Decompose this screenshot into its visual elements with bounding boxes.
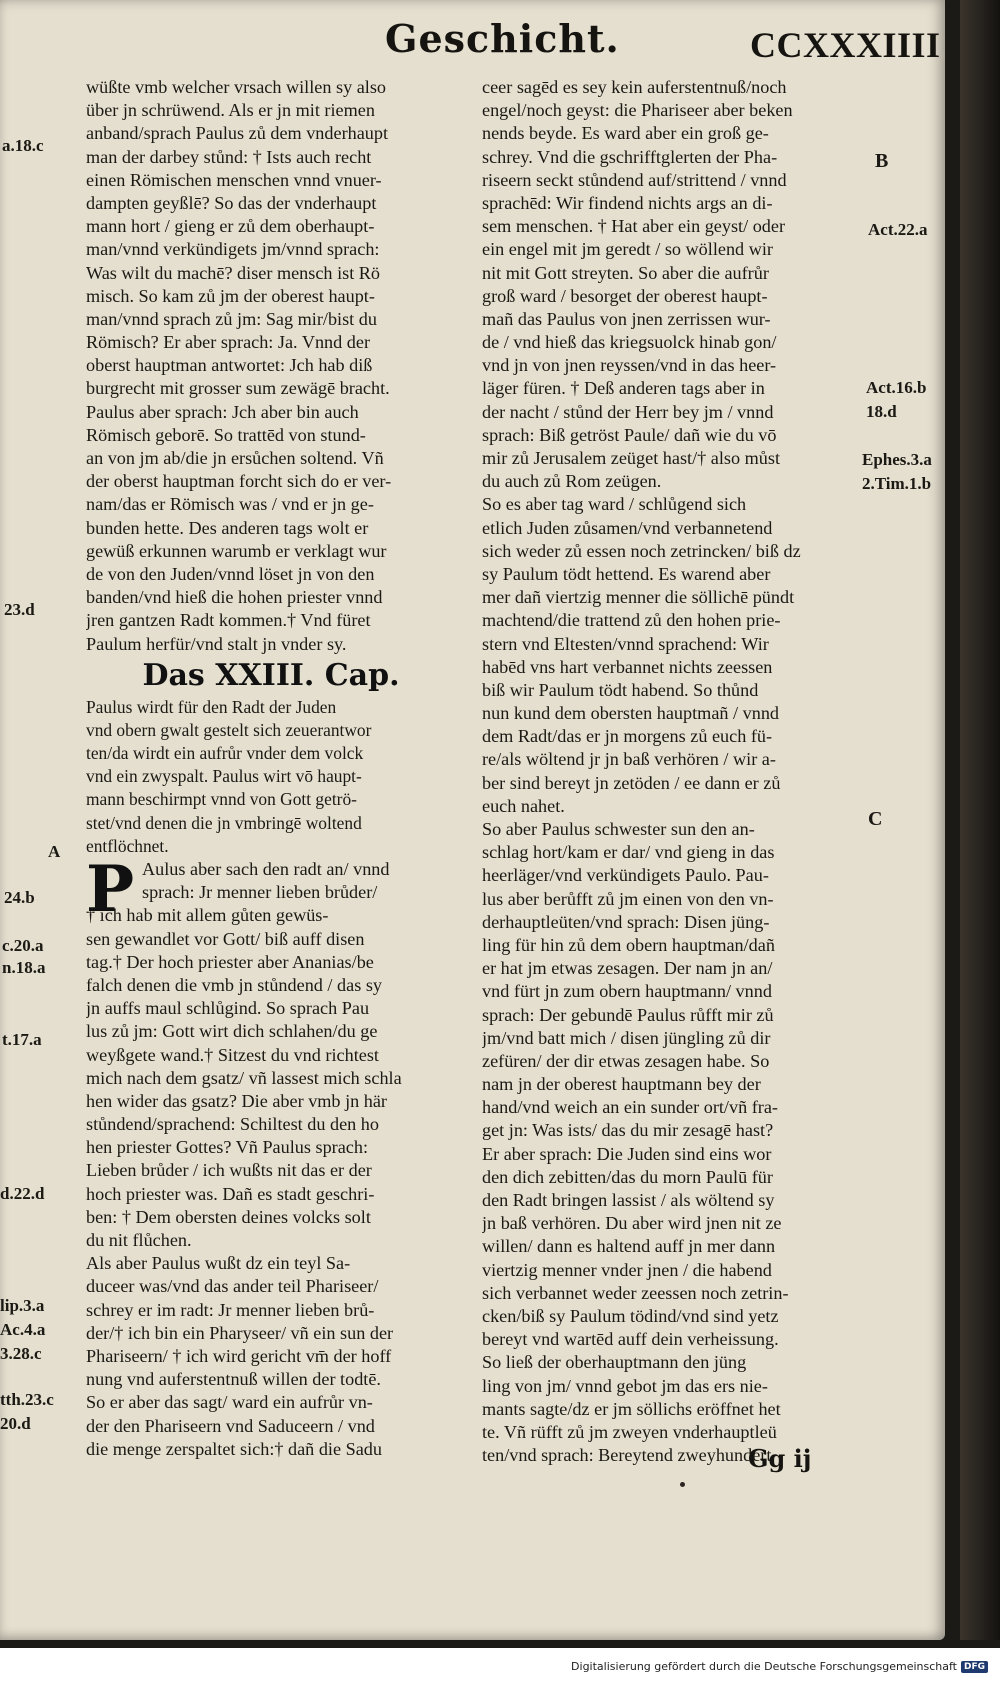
text-line: So es aber tag ward / schlůgend sich <box>482 494 747 515</box>
text-line: anband/sprach Paulus zů dem vnderhaupt <box>86 123 389 144</box>
chapter-heading: Das XXIII. Cap. <box>142 657 400 693</box>
left-column-continuation <box>86 904 456 1461</box>
text-line: du nit flůchen. <box>86 1230 192 1250</box>
text-line: Paulus aber sprach: Jch aber bin auch <box>86 401 359 422</box>
text-line: nun kund dem obersten hauptmañ / vnnd <box>482 703 780 724</box>
margin-ref-left: t.17.a <box>2 1030 42 1049</box>
text-line: ling für hin zů dem obern hauptman/dañ <box>482 934 775 955</box>
text-line: heerläger/vnd verkündigets Paulo. Pau- <box>482 865 769 886</box>
margin-ref-left: d.22.d <box>0 1184 45 1203</box>
text-line: jn auffs maul schlůgind. So sprach Pau <box>86 998 370 1019</box>
text-line: biß wir Paulum tödt habend. So thůnd <box>482 679 759 700</box>
margin-section-letter: C <box>868 808 883 830</box>
left-column-text-block <box>86 76 456 656</box>
ink-dot <box>680 1482 685 1487</box>
margin-ref-left: c.20.a <box>2 936 44 955</box>
text-line: falch denen die vmb jn stůndend / das sy <box>86 974 382 995</box>
chapter-summary <box>86 696 456 858</box>
text-line: stůndend/sprachend: Schiltest du den ho <box>86 1114 379 1135</box>
text-line: groß ward / besorget der oberest haupt- <box>482 285 768 306</box>
text-line: etlich Juden zůsamen/vnd verbannetend <box>482 517 773 538</box>
text-line: einen Römischen menschen vnnd vnuer- <box>86 169 382 190</box>
text-line: der oberst hauptman forcht sich do er ver- <box>86 471 392 492</box>
text-line: Paulus wirdt für den Radt der Juden <box>86 696 337 717</box>
text-line: nung vnd auferstentnuß willen der todtē. <box>86 1369 381 1390</box>
text-line: bereyt vnd wartēd auff dein verheissung. <box>482 1329 779 1350</box>
text-line: den dich zebitten/das du morn Paulū für <box>482 1166 773 1187</box>
text-line: der/† ich bin ein Pharyseer/ vñ ein sun der <box>86 1322 394 1343</box>
text-line: Lieben brůder / ich wußts nit das er der <box>86 1160 372 1181</box>
text-line: habēd vns hart verbannet nichts zeessen <box>482 656 773 677</box>
text-line: den Radt bringen lassist / als wöltend sy <box>482 1190 775 1210</box>
text-line: du auch zů Rom zeügen. <box>482 471 662 492</box>
text-line: ben: † Dem obersten deines volcks solt <box>86 1206 371 1227</box>
text-line: ten/vnd sprach: Bereytend zweyhundert <box>482 1445 772 1466</box>
text-line: sprach: Jr menner lieben brůder/ <box>142 882 378 903</box>
text-line: Römisch? Er aber sprach: Ja. Vnnd der <box>86 332 371 353</box>
text-line: nit mit Gott streyten. So aber die aufrůr <box>482 262 769 283</box>
text-line: zefüren/ der dir etwas zesagen habe. So <box>482 1050 770 1071</box>
text-line: willen/ dann es haltend auff jn mer dann <box>482 1236 776 1257</box>
text-line: vnd fürt jn zum obern hauptmann/ vnnd <box>482 981 772 1002</box>
text-line: misch. So kam zů jm der oberest haupt- <box>86 285 375 306</box>
text-line: nam jn der oberest hauptmann bey der <box>482 1074 761 1095</box>
text-line: gewüß erkunnen warumb er verklagt wur <box>86 540 387 561</box>
text-line: dampten geyßlē? So das der vnderhaupt <box>86 192 377 213</box>
text-line: mann beschirmpt vnnd von Gott getrö- <box>86 789 357 810</box>
text-line: über jn schrüwend. Als er jn mit riemen <box>86 100 375 121</box>
text-line: jren gantzen Radt kommen.† Vnd füret <box>86 610 371 631</box>
text-line: burgrecht mit grosser sum zewägē bracht. <box>86 378 390 399</box>
text-line: die menge zerspaltet sich:† dañ die Sadu <box>86 1438 382 1459</box>
footer-credit-text: Digitalisierung gefördert durch die Deutsche Forschungsgemeinschaft <box>571 1660 957 1673</box>
text-line: vnd jn von jnen reyssen/vnd in das heer- <box>482 355 777 376</box>
drop-capital: P <box>86 852 135 927</box>
page-edge-shadow <box>960 0 1000 1640</box>
text-line: nam/das er Römisch was / vnd er jn ge- <box>86 494 374 515</box>
folio-number: CCXXXIIII <box>750 25 941 65</box>
text-line: vnd obern gwalt gestelt sich zeuerantwor <box>86 719 372 740</box>
margin-ref-left: tth.23.c <box>0 1390 54 1409</box>
text-line: ber sind bereyt jn zetöden / ee dann er zů <box>482 772 781 793</box>
text-line: So aber Paulus schwester sun den an- <box>482 819 755 839</box>
dfg-logo-icon: DFG <box>961 1661 988 1673</box>
margin-ref-left: n.18.a <box>2 958 46 977</box>
right-column-text-block <box>482 76 862 1467</box>
text-line: engel/noch geyst: die Phariseer aber beken <box>482 100 793 121</box>
text-line: oberst hauptman antwortet: Jch hab diß <box>86 355 373 376</box>
text-line: schlag hort/kam er dar/ vnd gieng in das <box>482 842 775 863</box>
margin-ref-left: 3.28.c <box>0 1344 42 1363</box>
text-line: duceer was/vnd das ander teil Phariseer/ <box>86 1276 379 1297</box>
text-line: Paulum herfür/vnd stalt jn vnder sy. <box>86 633 347 654</box>
text-line: mann hort / gieng er zů dem oberhaupt- <box>86 216 375 237</box>
text-line: mich nach dem gsatz/ vñ lassest mich schla <box>86 1067 402 1088</box>
text-line: dem Radt/das er jn morgens zů euch fü- <box>482 726 773 747</box>
text-line: Er aber sprach: Die Juden sind eins wor <box>482 1143 772 1164</box>
text-line: Phariseern/ † ich wird gericht vm̄ der hoff <box>86 1345 392 1366</box>
text-line: tag.† Der hoch priester aber Ananias/be <box>86 951 374 972</box>
text-line: So ließ der oberhauptmann den jüng <box>482 1352 747 1373</box>
text-line: mañ das Paulus von jnen zerrissen wur- <box>482 308 771 329</box>
text-line: stern vnd Eltesten/vnnd sprachend: Wir <box>482 633 769 654</box>
text-line: entflöchnet. <box>86 835 169 856</box>
text-line: sich weder zů essen noch zetrincken/ biß dz <box>482 540 801 561</box>
margin-section-letter: B <box>875 150 889 172</box>
margin-ref-left: a.18.c <box>2 136 44 155</box>
text-line: riseern seckt stůndend auf/strittend / vnnd <box>482 169 787 190</box>
digitization-footer <box>571 1660 988 1673</box>
text-line: So er aber das sagt/ ward ein aufrůr vn- <box>86 1392 373 1413</box>
text-line: Was wilt du machē? diser mensch ist Rö <box>86 262 381 283</box>
text-line: stet/vnd denen die jn vmbringē woltend <box>86 812 362 833</box>
text-line: schrey er im radt: Jr menner lieben brů- <box>86 1299 375 1320</box>
text-line: te. Vñ rüfft zů jm zweyen vnderhauptleü <box>482 1421 777 1442</box>
text-line: Aulus aber sach den radt an/ vnnd <box>142 859 390 879</box>
text-line: Als aber Paulus wußt dz ein teyl Sa- <box>86 1253 351 1274</box>
signature-mark: Gg ij <box>748 1444 812 1473</box>
margin-ref-right: Ephes.3.a <box>862 450 932 469</box>
margin-ref-right: Act.16.b <box>866 378 927 397</box>
text-line: vnd ein zwyspalt. Paulus wirt vō haupt- <box>86 766 362 787</box>
running-header-title: Geschicht. <box>385 16 620 61</box>
text-line: ein engel mit jm geredt / so wöllend wir <box>482 239 773 260</box>
text-line: weyßgete wand.† Sitzest du vnd richtest <box>86 1044 379 1065</box>
text-line: sy Paulum tödt hettend. Es warend aber <box>482 563 771 584</box>
text-line: sprachēd: Wir findend nichts args an di- <box>482 192 773 213</box>
margin-ref-left: Ac.4.a <box>0 1320 46 1339</box>
text-line: mir zů Jerusalem zeüget hast/† also můst <box>482 448 780 468</box>
text-line: man/vnnd sprach zů jm: Sag mir/bist du <box>86 308 377 329</box>
text-line: sen gewandlet vor Gott/ biß auff disen <box>86 928 365 949</box>
left-text-column <box>86 76 456 1461</box>
text-line: banden/vnd hieß die hohen priester vnnd <box>86 587 383 608</box>
text-line: hen wider das gsatz? Die aber vmb jn här <box>86 1090 387 1111</box>
text-line: schrey. Vnd die gschrifftglerten der Pha- <box>482 146 778 167</box>
text-line: an von jm ab/die jn ersůchen soltend. Vñ <box>86 448 384 468</box>
text-line: lus aber berůfft zů jm einen von den vn- <box>482 888 774 909</box>
text-line: mer dañ viertzig menner die söllichē pündt <box>482 587 795 608</box>
text-line: hand/vnd weich an ein sunder ort/vñ fra- <box>482 1097 778 1118</box>
text-line: er hat jm etwas zesagen. Der nam jn an/ <box>482 958 773 979</box>
text-line: bunden hette. Des anderen tags wolt er <box>86 517 369 538</box>
text-line: jm/vnd batt mich / disen jüngling zů dir <box>482 1027 771 1048</box>
text-line: jn baß verhören. Du aber wird jnen nit ze <box>482 1213 782 1234</box>
text-line: lus zů jm: Gott wirt dich schlahen/du ge <box>86 1021 378 1042</box>
text-line: de von den Juden/vnnd löset jn von den <box>86 563 375 584</box>
text-line: viertzig menner vnder jnen / die habend <box>482 1259 772 1280</box>
text-line: † ich hab mit allem gůten gewüs- <box>86 905 329 926</box>
text-line: derhauptleüten/vnd sprach: Disen jüng- <box>482 911 770 932</box>
dropcap-lines <box>86 858 456 904</box>
text-line: get jn: Was ists/ das du mir zesagē hast? <box>482 1120 774 1141</box>
text-line: ten/da wirdt ein aufrůr vnder dem volck <box>86 743 364 764</box>
text-line: de / vnd hieß das kriegsuolck hinab gon/ <box>482 332 777 353</box>
text-line: Römisch geborē. So trattēd von stund- <box>86 424 366 445</box>
margin-ref-left: 20.d <box>0 1414 31 1433</box>
text-line: läger füren. † Deß anderen tags aber in <box>482 378 765 399</box>
margin-ref-right: Act.22.a <box>868 220 928 239</box>
text-line: sprach: Biß getröst Paule/ dañ wie du vō <box>482 424 777 445</box>
margin-ref-left: lip.3.a <box>0 1296 45 1315</box>
text-line: ceer sagēd es sey kein auferstentnuß/noch <box>482 77 787 97</box>
margin-ref-right: 18.d <box>866 402 897 421</box>
margin-section-letter: A <box>48 842 61 861</box>
margin-ref-left: 23.d <box>4 600 35 619</box>
text-line: mants sagte/dz er jm söllichs eröffnet het <box>482 1398 781 1419</box>
text-line: nends beyde. Es ward aber ein groß ge- <box>482 123 769 144</box>
text-line: der nacht / stůnd der Herr bey jm / vnnd <box>482 401 774 422</box>
text-line: man der darbey stůnd: † Ists auch recht <box>86 146 372 167</box>
text-line: cken/biß sy Paulum tödind/vnd sind yetz <box>482 1305 779 1326</box>
text-line: hen priester Gottes? Vñ Paulus sprach: <box>86 1137 369 1158</box>
text-line: sprach: Der gebundē Paulus růfft mir zů <box>482 1004 774 1025</box>
text-line: euch nahet. <box>482 795 565 816</box>
text-line: sem menschen. † Hat aber ein geyst/ oder <box>482 216 786 237</box>
text-line: ling von jm/ vnnd gebot jm das ers nie- <box>482 1375 768 1396</box>
right-text-column <box>482 76 862 1467</box>
text-line: machtend/die trattend zů den hohen prie- <box>482 610 781 631</box>
margin-ref-left: 24.b <box>4 888 35 907</box>
text-line: wüßte vmb welcher vrsach willen sy also <box>86 77 387 97</box>
text-line: sich verbannet weder zeessen noch zetrin- <box>482 1282 789 1303</box>
text-line: der den Phariseern vnd Saduceern / vnd <box>86 1415 375 1436</box>
margin-ref-right: 2.Tim.1.b <box>862 474 932 493</box>
text-line: man/vnnd verkündigets jm/vnnd sprach: <box>86 239 380 260</box>
text-line: hoch priester was. Dañ es stadt geschri- <box>86 1183 375 1204</box>
text-line: re/als wöltend jr jn baß verhören / wir a- <box>482 749 776 770</box>
